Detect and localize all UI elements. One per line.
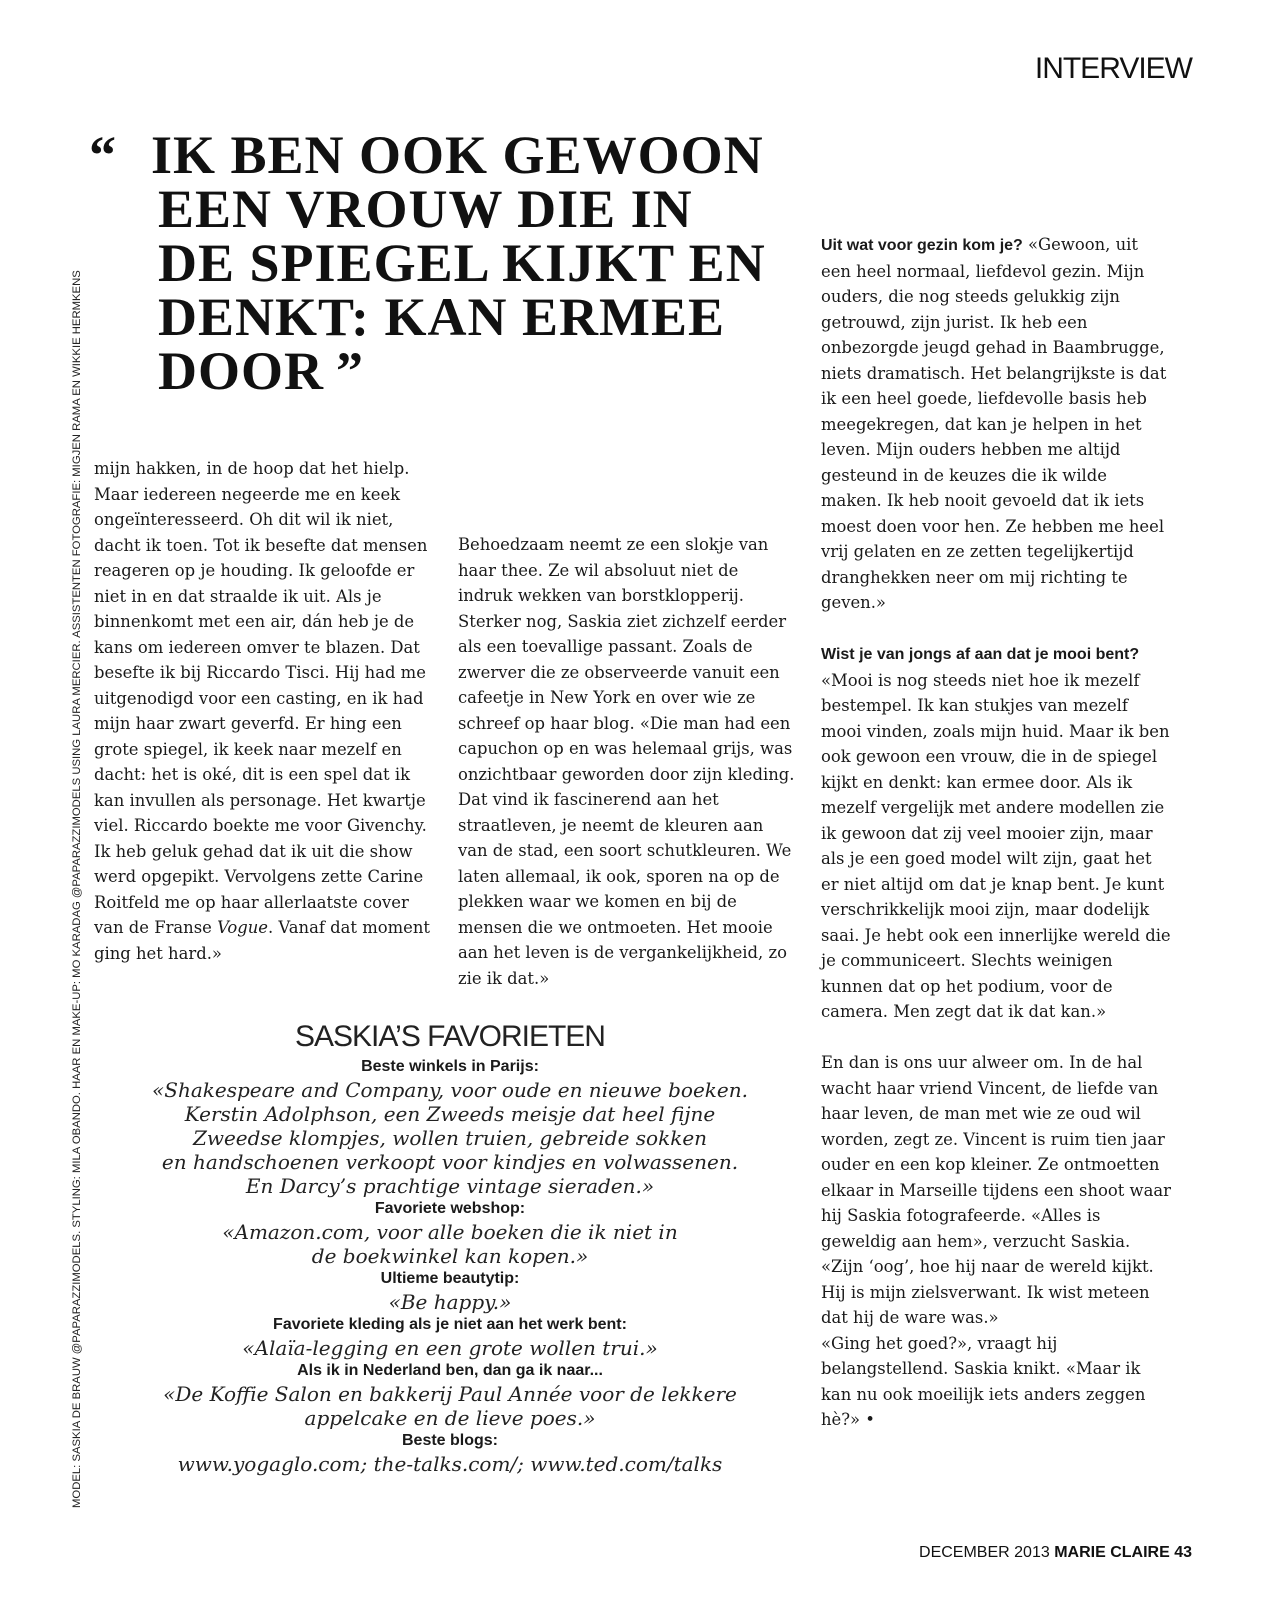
page-number: 43 xyxy=(1174,1544,1192,1561)
article-column-1 xyxy=(94,456,434,966)
favorite-answer-line: «Shakespeare and Company, voor oude en nieuwe boeken. xyxy=(152,1078,748,1102)
pull-quote-headline xyxy=(89,125,772,401)
paragraph: «Ging het goed?», vraagt hij belangstellend. Saskia knikt. «Maar ik kan nu ook moeilijk iets anders zeggen hè?» • xyxy=(821,1333,1146,1429)
paragraph: En dan is ons uur alweer om. In de hal wacht haar vriend Vincent, de liefde van haar leven, de man met wie ze oud wil worden, zegt ze. Vincent is ruim tien jaar ouder en een kop kleiner. Ze ontmoetten elkaar in Marseille tijdens een shoot waar hij Saskia fotografeerde. «Alles is geweldig aan hem», verzucht Saskia. «Zijn ‘oog’, hoe hij naar de wereld kijkt. Hij is mijn zielsverwant. Ik wist meteen dat hij de ware was.» xyxy=(821,1053,1171,1327)
issue-date: DECEMBER 2013 xyxy=(919,1544,1050,1561)
paragraph: Behoedzaam neemt ze een slokje van haar thee. Ze wil absoluut niet de indruk wekken van borstklopperij. Sterker nog, Saskia ziet zichzelf eerder als een toevallige passant. Zoals de zwerver die ze observeerde vanuit een cafeetje in New York en over wie ze schreef op haar blog. «Die man had een capuchon op en was helemaal grijs, was onzichtbaar geworden door zijn kleding. Dat vind ik fascinerend aan het straatleven, je neemt de kleuren aan van de stad, een soort schutkleuren. We laten allemaal, ik ook, sporen na op de plekken waar we komen en bij de mensen die we ontmoeten. Het mooie aan het leven is de vergankelijkheid, zo zie ik dat.» xyxy=(458,535,795,988)
article-column-3 xyxy=(821,232,1171,1433)
favorites-title: SASKIA’S FAVORIETEN xyxy=(295,1020,605,1053)
favorite-heading: Ultieme beautytip: xyxy=(380,1270,520,1287)
headline-line-2: EEN VROUW DIE IN xyxy=(158,179,693,239)
answer: «Gewoon, uit een heel normaal, liefdevol gezin. Mijn ouders, die nog steeds gelukkig zijn getrouwd, zijn jurist. Ik heb een onbezorgde jeugd gehad in Baambrugge, niets dramatisch. Het belangrijkste is dat ik een heel goede, liefdevolle basis heb meegekregen, dat kan je helpen in het leven. Mijn ouders hebben me altijd gesteund in de keuzes die ik wilde maken. Ik heb nooit gevoeld dat ik iets moest doen voor hen. Ze hebben me heel vrij gelaten en ze zetten tegelijkertijd dranghekken neer om mij richting te geven.» xyxy=(821,235,1167,612)
answer: «Mooi is nog steeds niet hoe ik mezelf bestempel. Ik kan stukjes van mezelf mooi vinden, zoals mijn huid. Maar ik ben ook gewoon een vrouw, die in de spiegel kijkt en denkt: kan ermee door. Als ik mezelf vergelijk met andere modellen zie ik gewoon dat zij veel mooier zijn, maar als je een goed model wilt zijn, gaat het er niet altijd om dat je knap bent. Je kunt verschrikkelijk mooi zijn, maar dodelijk saai. Je hebt ook een innerlijke wereld die je communiceert. Slechts weinigen kunnen dat op het podium, voor de camera. Men zegt dat ik dat kan.» xyxy=(821,670,1171,1021)
qa-block xyxy=(821,232,1171,616)
headline-line-1: “ IK BEN OOK GEWOON xyxy=(89,125,764,185)
favorite-heading: Favoriete kleding als je niet aan het werk bent: xyxy=(273,1316,627,1333)
magazine-name: MARIE CLAIRE xyxy=(1054,1544,1170,1561)
page-footer xyxy=(919,1544,1192,1562)
favorite-answer-line: appelcake en de lieve poes.» xyxy=(304,1406,596,1430)
favorite-heading: Als ik in Nederland ben, dan ga ik naar... xyxy=(297,1362,603,1379)
favorite-answer-line: en handschoenen verkoopt voor kindjes en volwassenen. xyxy=(161,1150,739,1174)
open-quote-mark: “ xyxy=(89,125,117,185)
favorite-answer-line: «De Koffie Salon en bakkerij Paul Année voor de lekkere xyxy=(163,1382,737,1406)
headline-line-3: DE SPIEGEL KIJKT EN xyxy=(158,233,766,293)
headline-line-5: DOOR ” xyxy=(158,341,364,401)
favorite-heading: Beste blogs: xyxy=(401,1432,498,1449)
paragraph: mijn hakken, in de hoop dat het hielp. Maar iedereen negeerde me en keek ongeïnteresseerd. Oh dit wil ik niet, dacht ik toen. Tot ik besefte dat mensen reageren op je houding. Ik geloofde er niet in en dat straalde ik uit. Als je binnenkomt met een air, dán heb je de kans om iedereen omver te blazen. Dat besefte ik bij Riccardo Tisci. Hij had me uitgenodigd voor een casting, en ik had mijn haar zwart geverfd. Er hing een grote spiegel, ik keek naar mezelf en dacht: het is oké, dit is een spel dat ik kan invullen als personage. Het kwartje viel. Riccardo boekte me voor Givenchy. Ik heb geluk gehad dat ik uit die show werd opgepikt. Vervolgens zette Carine Roitfeld me op haar allerlaatste cover van de Franse Vogue. Vanaf dat moment ging het hard.» xyxy=(94,459,431,963)
favorite-answer-line: de boekwinkel kan kopen.» xyxy=(311,1244,589,1268)
favorite-answer-line: Zweedse klompjes, wollen truien, gebreide sokken xyxy=(192,1126,708,1150)
close-quote-mark: ” xyxy=(336,341,364,401)
qa-block xyxy=(821,641,1171,1025)
question: Uit wat voor gezin kom je? xyxy=(821,237,1023,254)
magazine-title: Vogue xyxy=(217,918,269,937)
section-label: INTERVIEW xyxy=(1034,52,1192,85)
favorite-answer-line: Kerstin Adolphson, een Zweeds meisje dat heel fijne xyxy=(184,1102,716,1126)
article-column-2 xyxy=(458,532,798,991)
favorite-answer-line: En Darcy’s prachtige vintage sieraden.» xyxy=(245,1174,655,1198)
favorite-answer-line: «Be happy.» xyxy=(388,1290,512,1314)
favorite-answer-line: www.yogaglo.com; the-talks.com/; www.ted.com/talks xyxy=(177,1452,723,1476)
favorite-heading: Favoriete webshop: xyxy=(374,1200,526,1217)
photo-credit: MODEL: SASKIA DE BRAUW @PAPARAZZIMODELS. STYLING: MILA OBANDO. HAAR EN MAKE-UP: MO KARADAG @PAPARAZZIMODELS USING LAURA MERCIER. ASSISTENTEN FOTOGRAFIE: MIGJEN RAMA EN WIKKIE HERMKENS xyxy=(71,270,83,1508)
favorites-box xyxy=(110,1020,790,1476)
question: Wist je van jongs af aan dat je mooi bent? xyxy=(821,646,1140,663)
favorite-answer-line: «Amazon.com, voor alle boeken die ik niet in xyxy=(222,1220,678,1244)
headline-line-4: DENKT: KAN ERMEE xyxy=(158,287,726,347)
favorite-heading: Beste winkels in Parijs: xyxy=(361,1058,539,1075)
favorite-answer-line: «Alaïa-legging en een grote wollen trui.» xyxy=(242,1336,658,1360)
